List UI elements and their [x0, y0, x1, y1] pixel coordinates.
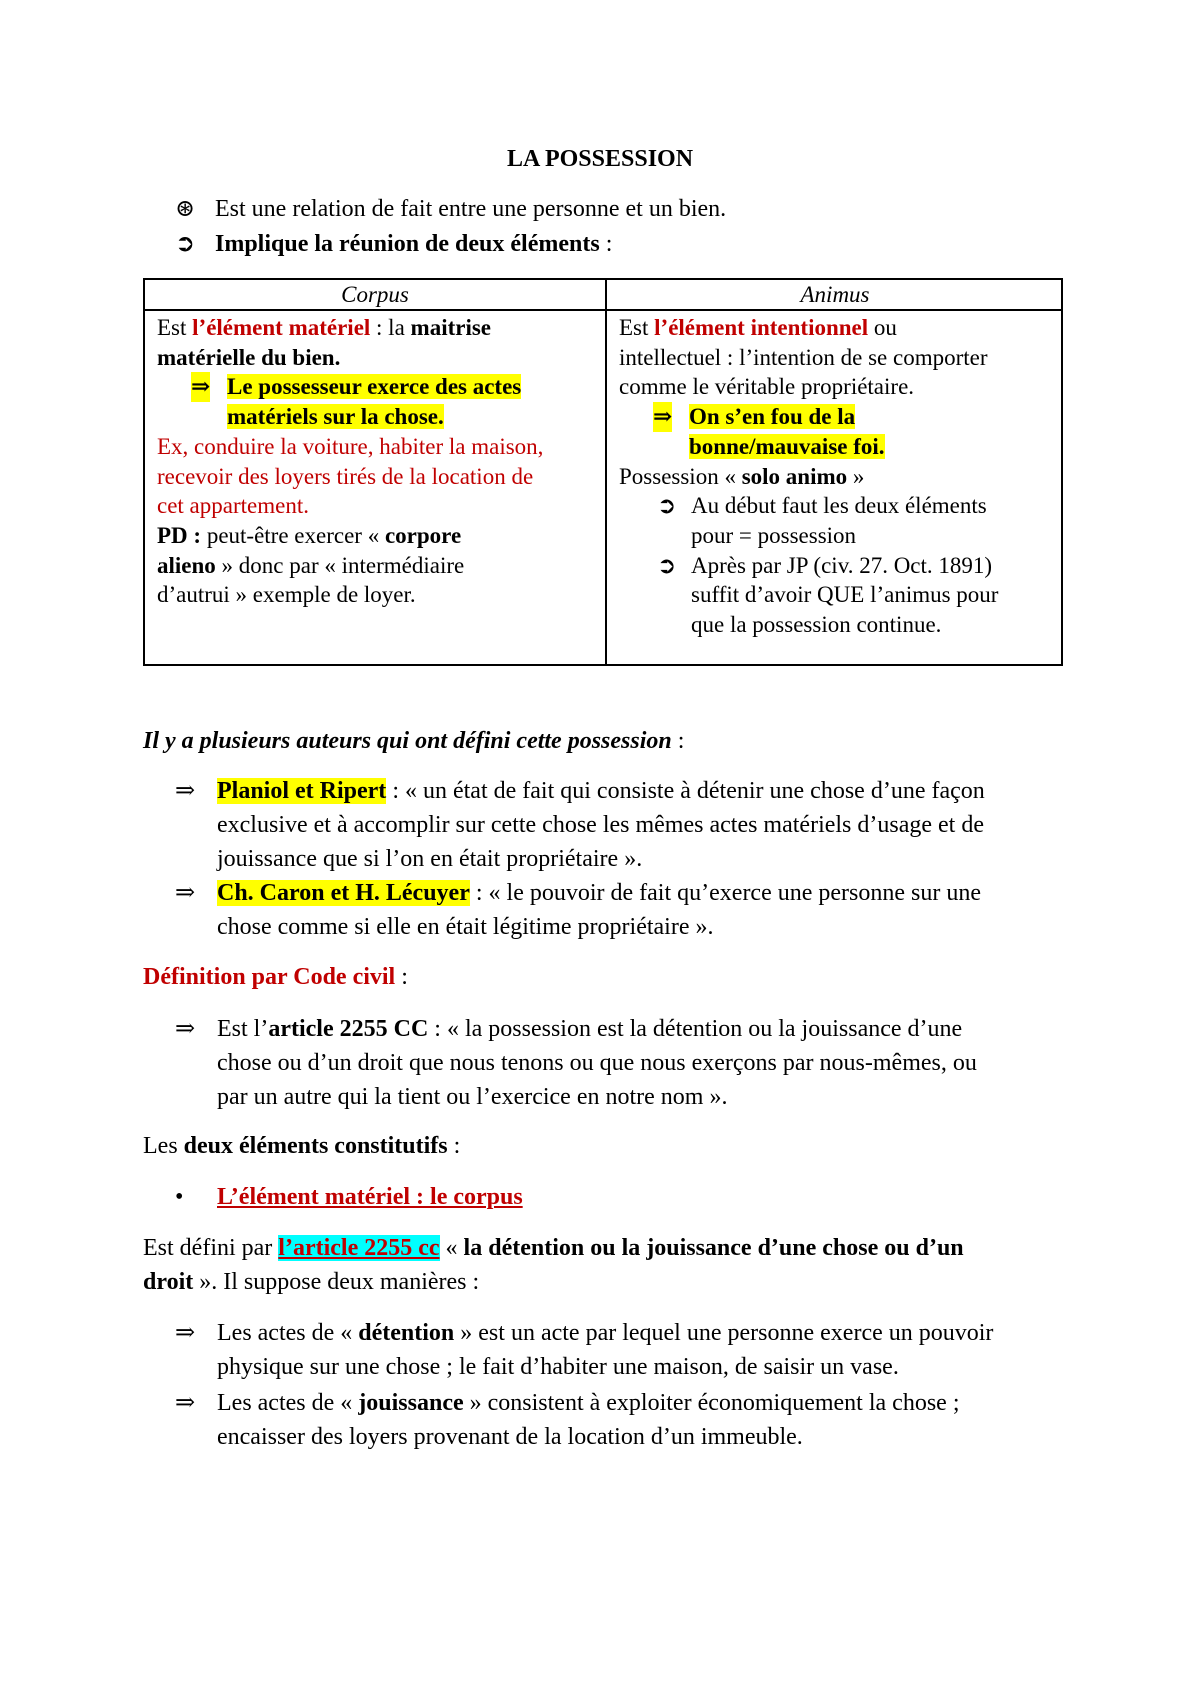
- intro-relation-text: Est une relation de fait entre une personne et un bien.: [215, 196, 727, 222]
- author-name-planiol: Planiol et Ripert: [217, 778, 387, 804]
- elements-heading: Les deux éléments constitutifs :: [143, 1133, 461, 1159]
- animus-element-label: l’élément intentionnel: [654, 315, 869, 340]
- table-header-corpus: Corpus: [341, 282, 409, 307]
- corpus-bullet-text: L’élément matériel : le corpus: [217, 1184, 523, 1210]
- curved-arrow-icon: ➲: [657, 493, 677, 519]
- document-page: LA POSSESSION ⊛ Est une relation de fait entre une personne et un bien. ➲ Implique la réunion de deux éléments : Corpus Animus Est l’élément matériel : la maitrise matérielle du bien. ⇒ Le possesseur exerce des actes matériels sur la chose. Ex, conduire la voiture, habiter la maison, recevoir des loyers tirés de la location de cet appartement. PD : peut-être exercer « corpore alieno » donc par « intermédiaire d’autrui » exemple de loyer. Est l’élément intentionnel ou intellectuel : l’intention de se comporter comme le véritable propriétaire. ⇒ On s’en fou de la bonne/mauvaise foi. Possession « solo animo » ➲ Au début faut les deux éléments pour = possession ➲ Après par JP (civ. 27. Oct. 1891) suffit d’avoir QUE l’animus pour que la possession continue. Il y a plusieurs auteurs qui ont défini cette possession : ⇒ Planiol et Ripert : « un état de fait qui consiste à détenir une chose d’une façon exclusive et à accomplir sur cette chose les mêmes actes matériels d’usage et de jouissance que si l’on en était propriétaire ». ⇒ Ch. Caron et H. Lécuyer : « le pouvoir de fait qu’exerce une personne sur une chose comme si elle en était légitime propriétaire ». Définition par Code civil : ⇒ Est l’article 2255 CC : « la possession est la détention ou la jouissance d’une chose ou d’un droit que nous tenons ou que nous exerçons par nous-mêmes, ou par un autre qui la tient ou l’exercice en notre nom ». Les deux éléments constitutifs : • L’élément matériel : le corpus Est défini par l’article 2255 cc « la détention ou la jouissance d’une chose ou d’un droit ». Il suppose deux manières : ⇒ Les actes de « détention » est un acte par lequel une personne exerce un pouvoir physique sur une chose ; le fait d’habiter une maison, de saisir un vase. ⇒ Les actes de « jouissance » consistent à exploiter économiquement la chose ; encaisser des loyers provenant de la location d’un immeuble.: [0, 0, 1200, 1696]
- table-cell-animus: Est l’élément intentionnel ou intellectuel : l’intention de se comporter comme le véritable propriétaire. ⇒ On s’en fou de la bonne/mauvaise foi. Possession « solo animo » ➲ Au début faut les deux éléments pour = possession ➲ Après par JP (civ. 27. Oct. 1891) suffit d’avoir QUE l’animus pour que la possession continue.: [619, 313, 1055, 640]
- authors-heading: Il y a plusieurs auteurs qui ont défini cette possession :: [143, 728, 685, 754]
- curved-arrow-icon: ➲: [657, 552, 677, 578]
- arrow-icon: ⇒: [653, 402, 672, 432]
- corpus-definition: Est défini par l’article 2255 cc « la détention ou la jouissance d’une chose ou d’un droit ». Il suppose deux manières :: [143, 1235, 964, 1295]
- code-civil-heading: Définition par Code civil :: [143, 964, 408, 990]
- bullet-icon: •: [175, 1184, 184, 1210]
- arrow-icon: ⇒: [175, 1390, 196, 1416]
- arrow-icon: ⇒: [175, 1320, 196, 1346]
- arrow-icon: ⇒: [175, 1016, 196, 1042]
- curved-arrow-icon: ➲: [175, 231, 196, 257]
- corpus-example: Ex, conduire la voiture, habiter la maison, recevoir des loyers tirés de la location de cet appartement.: [157, 433, 544, 519]
- corpus-pd: PD : peut-être exercer « corpore: [157, 522, 462, 548]
- solo-animo-line: Possession « solo animo »: [619, 463, 865, 489]
- animus-sub-item-1: ➲ Au début faut les deux éléments pour = possession: [657, 493, 987, 548]
- intro-elements-bold: Implique la réunion de deux éléments: [215, 231, 600, 257]
- arrow-icon: ⇒: [175, 778, 196, 804]
- corpus-arrow-item: ⇒ Le possesseur exerce des actes matériels sur la chose.: [191, 374, 522, 430]
- article-2255-highlight: l’article 2255 cc: [278, 1235, 440, 1261]
- animus-arrow-item: ⇒ On s’en fou de la bonne/mauvaise foi.: [653, 404, 885, 459]
- corpus-animus-table: [143, 278, 1063, 666]
- page-title: LA POSSESSION: [506, 146, 694, 172]
- arrow-icon: ⇒: [175, 880, 196, 906]
- table-header-animus: Animus: [800, 282, 870, 307]
- table-cell-corpus: Est l’élément matériel : la maitrise matérielle du bien. ⇒ Le possesseur exerce des actes matériels sur la chose. Ex, conduire la voiture, habiter la maison, recevoir des loyers tirés de la location de cet appartement. PD : peut-être exercer « corpore alieno » donc par « intermédiaire d’autrui » exemple de loyer.: [157, 313, 597, 610]
- arrow-icon: ⇒: [191, 372, 210, 402]
- circled-star-icon: ⊛: [175, 196, 196, 222]
- corpus-element-label: l’élément matériel: [192, 315, 371, 340]
- author-name-caron: Ch. Caron et H. Lécuyer: [217, 880, 470, 906]
- table-header-divider: [145, 309, 1061, 311]
- table-divider: [605, 280, 607, 664]
- animus-sub-item-2: ➲ Après par JP (civ. 27. Oct. 1891) suffit d’avoir QUE l’animus pour que la possession continue.: [657, 552, 999, 638]
